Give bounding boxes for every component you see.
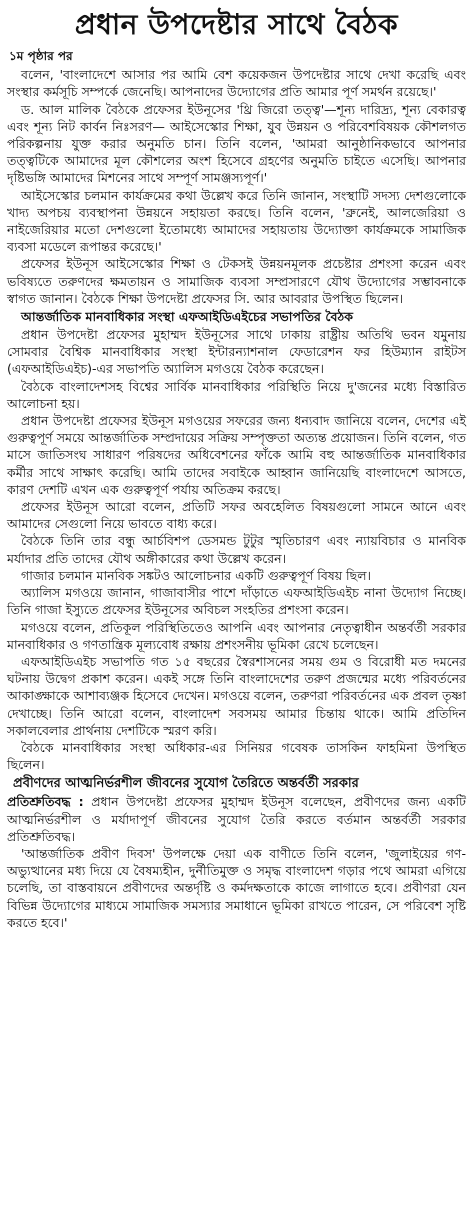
paragraph: 'আন্তর্জাতিক প্রবীণ দিবস' উপলক্ষে দেয়া এক বাণীতে তিনি বলেন, 'জুলাইয়ের গণ-অভ্যুত্থানের মধ্য দিয়ে যে বৈষম্যহীন, দুর্নীতিমুক্ত ও সমৃদ্ধ বাংলাদেশ গড়ার পথে আমরা এগিয়ে চলেছি, তা বাস্তবায়নে প্রবীণদের অন্তর্দৃষ্টি ও কর্মদক্ষতাকে কাজে লাগাতে হবে। প্রবীণরা যেন বিভিন্ন উদ্যোগের মাধ্যমে সামাজিক সমস্যার সমাধানে ভূমিকা রাখতে পারেন, সে পরিবেশ সৃষ্টি করতে হবে।' (7, 845, 466, 930)
paragraph-text: প্রধান উপদেষ্টা প্রফেসর মুহাম্মদ ইউনূস বলেছেন, প্রবীণদের জন্য একটি আত্মনির্ভরশীল ও মর্যাদাপূর্ণ জীবনের সুযোগ তৈরি করতে বর্তমান অন্তর্বর্তী সরকার প্রতিশ্রুতিবদ্ধ। (7, 794, 466, 844)
headline: প্রধান উপদেষ্টার সাথে বৈঠক (74, 8, 399, 41)
paragraph: প্রফেসর ইউনূস আরো বলেন, প্রতিটি সফর অবহেলিত বিষয়গুলো সামনে আনে এবং আমাদের সেগুলো নিয়ে ভাবতে বাধ্য করে। (7, 499, 466, 532)
subheading: আন্তর্জাতিক মানবাধিকার সংস্থা এফআইডিএইচের সভাপতির বৈঠক (21, 309, 354, 325)
continuation-note: ১ম পৃষ্ঠার পর (9, 49, 73, 63)
lead-text: প্রতিশ্রুতিবদ্ধ : (7, 794, 84, 810)
paragraph: গাজার চলমান মানবিক সঙ্কটও আলোচনার একটি গুরুত্বপূর্ণ বিষয় ছিল। (21, 567, 371, 583)
subheading: প্রবীণদের আত্মনির্ভরশীল জীবনের সুযোগ তৈরিতে অন্তর্বর্তী সরকার (13, 776, 359, 792)
paragraph: প্রফেসর ইউনূস আইসেস্কোর শিক্ষা ও টেকসই উন্নয়নমূলক প্রচেষ্টার প্রশংসা করেন এবং ভবিষ্যতে তরুণদের ক্ষমতায়ন ও সামাজিক ব্যবসা সম্প্রসারণে যৌথ উদ্যোগের সম্ভাবনাকে স্বাগত জানান। বৈঠকে শিক্ষা উপদেষ্টা প্রফেসর সি. আর আবরার উপস্থিত ছিলেন। (7, 256, 466, 306)
paragraph: প্রধান উপদেষ্টা প্রফেসর মুহাম্মদ ইউনূসের সাথে ঢাকায় রাষ্ট্রীয় অতিথি ভবন যমুনায় সোমবার বৈশ্বিক মানবাধিকার সংস্থা ইন্টারন্যাশনাল ফেডারেশন ফর হিউম্যান রাইটস (এফআইডিএইচ)-এর সভাপতি অ্যালিস মগওয়ে বৈঠক করেছেন। (7, 327, 466, 377)
paragraph: বলেন, 'বাংলাদেশে আসার পর আমি বেশ কয়েকজন উপদেষ্টার সাথে দেখা করেছি এবং সংস্থার কর্মসূচি সম্পর্কে জেনেছি। আপনাদের উদ্যোগের প্রতি আমার পূর্ণ সমর্থন রয়েছে।' (7, 67, 466, 100)
paragraph: বৈঠকে মানবাধিকার সংস্থা অধিকার-এর সিনিয়র গবেষক তাসকিন ফাহমিনা উপস্থিত ছিলেন। (7, 739, 466, 773)
paragraph: এফআইডিএইচ সভাপতি গত ১৫ বছরের স্বৈরশাসনের সময় গুম ও বিরোধী মত দমনের ঘটনায় উদ্বেগ প্রকাশ করেন। একই সঙ্গে তিনি বাংলাদেশের তরুণ প্রজন্মের মধ্যে পরিবর্তনের আকাঙ্ক্ষাকে আশাব্যঞ্জক হিসেবে দেখেন। মগওয়ে বলেন, তরুণরা পরিবর্তনের এক প্রবল তৃষ্ণা দেখাচ্ছে। তিনি আরো বলেন, বাংলাদেশ সবসময় আমার চিন্তায় থাকে। আমি প্রতিদিন সকালবেলার প্রার্থনায় দেশটিকে স্মরণ করি। (7, 653, 466, 738)
paragraph: প্রধান উপদেষ্টা প্রফেসর ইউনূস মগওয়ের সফরের জন্য ধন্যবাদ জানিয়ে বলেন, দেশের এই গুরুত্বপূর্ণ সময়ে আন্তর্জাতিক সম্প্রদায়ের সক্রিয় সম্পৃক্ততা অত্যন্ত প্রয়োজন। তিনি বলেন, গত মাসে জাতিসংঘ সাধারণ পরিষদের অধিবেশনের ফাঁকে আমি বহু আন্তর্জাতিক মানবাধিকার কর্মীর সাথে সাক্ষাৎ করেছি। আমি তাদের সবাইকে আহ্বান জানিয়েছি বাংলাদেশে আসতে, কারণ দেশটি এখন এক গুরুত্বপূর্ণ পর্যায় অতিক্রম করছে। (7, 413, 466, 497)
article-body (7, 48, 466, 931)
paragraph: বৈঠকে বাংলাদেশসহ বিশ্বের সার্বিক মানবাধিকার পরিস্থিতি নিয়ে দু'জনের মধ্যে বিস্তারিত আলোচনা হয়। (7, 378, 466, 411)
paragraph (7, 793, 466, 845)
paragraph: অ্যালিস মগওয়ে জানান, গাজাবাসীর পাশে দাঁড়াতে এফআইডিএইচ নানা উদ্যোগ নিচ্ছে। তিনি গাজা ইস্যুতে প্রফেসর ইউনূসের অবিচল সংহতির প্রশংসা করেন। (7, 585, 466, 618)
paragraph: মগওয়ে বলেন, প্রতিকূল পরিস্থিতিতেও আপনি এবং আপনার নেতৃত্বাধীন অন্তর্বর্তী সরকার মানবাধিকার ও গণতান্ত্রিক মূল্যবোধ রক্ষায় প্রশংসনীয় ভূমিকা রেখে চলেছেন। (7, 619, 466, 652)
paragraph: আইসেস্কোর চলমান কার্যক্রমের কথা উল্লেখ করে তিনি জানান, সংস্থাটি সদস্য দেশগুলোকে খাদ্য অপচয় ব্যবস্থাপনা উন্নয়নে সহায়তা করছে। তিনি বলেন, 'ব্রুনেই, আলজেরিয়া ও নাইজেরিয়ার মতো দেশগুলো ইতোমধ্যে আমাদের সহায়তায় উদ্যোক্তা কার্যক্রমকে সামাজিক ব্যবসা মডেলে রূপান্তর করেছে।' (7, 187, 466, 255)
paragraph: বৈঠকে তিনি তার বন্ধু আর্চবিশপ ডেসমন্ড টুটুর স্মৃতিচারণ এবং ন্যায়বিচার ও মানবিক মর্যাদার প্রতি তাদের যৌথ অঙ্গীকারের কথা উল্লেখ করেন। (7, 533, 466, 566)
paragraph: ড. আল মালিক বৈঠকে প্রফেসর ইউনূসের 'থ্রি জিরো তত্ত্ব'—শূন্য দারিদ্র্য, শূন্য বেকারত্ব এবং শূন্য নিট কার্বন নিঃসরণ— আইসেস্কোর শিক্ষা, যুব উন্নয়ন ও পরিবেশবিষয়ক কৌশলগত পরিকল্পনায় যুক্ত করার অনুমতি চান। তিনি বলেন, 'আমরা আনুষ্ঠানিকভাবে আপনার তত্ত্বটিকে আমাদের মূল কৌশলের অংশ হিসেবে গ্রহণের অনুমতি চাইতে এসেছি। আপনার দৃষ্টিভঙ্গি আমাদের মিশনের সাথে সম্পূর্ণ সামঞ্জস্যপূর্ণ।' (7, 101, 466, 186)
